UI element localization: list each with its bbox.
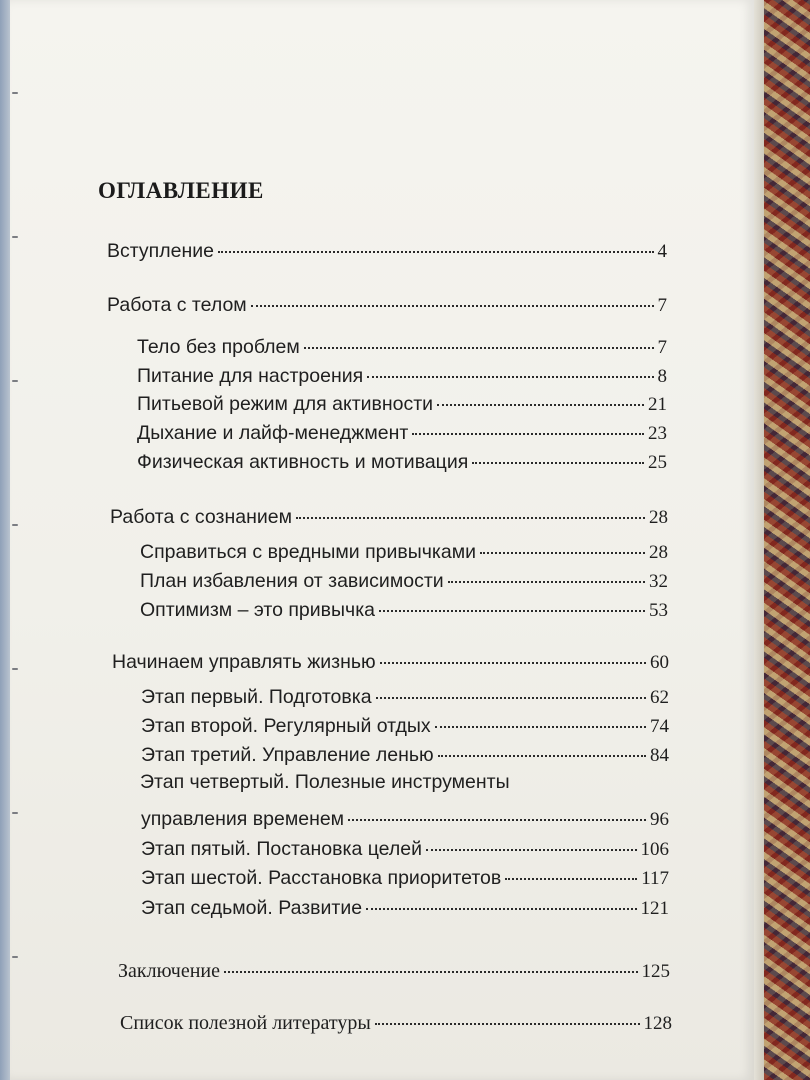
toc-title: ОГЛАВЛЕНИЕ [98, 178, 264, 203]
entry-label: Список полезной литературы [120, 1012, 371, 1034]
page-number: 25 [648, 452, 667, 473]
toc-entry-section-mind[interactable] [110, 506, 668, 529]
entry-label: Этап пятый. Постановка целей [141, 838, 422, 860]
entry-label: Питьевой режим для активности [137, 393, 434, 415]
entry-label: Питание для настроения [137, 365, 364, 387]
toc-entry[interactable] [141, 838, 669, 861]
page-number: 23 [648, 423, 667, 444]
toc-entry[interactable] [137, 393, 667, 416]
dot-leader [438, 755, 646, 757]
page-number: 125 [641, 961, 670, 982]
toc-entry-line1: Этап четвертый. Полезные инструменты [140, 771, 510, 793]
toc-entry[interactable] [140, 541, 668, 564]
toc-entry[interactable] [141, 686, 669, 709]
dot-leader [367, 376, 653, 378]
dot-leader [379, 610, 645, 612]
dot-leader [375, 1023, 640, 1025]
page-number: 32 [649, 571, 668, 592]
toc-entry-references[interactable] [120, 1012, 672, 1035]
page-number: 84 [650, 745, 669, 766]
page-number: 28 [649, 542, 668, 563]
entry-label: Тело без проблем [137, 336, 300, 358]
dot-leader [480, 552, 645, 554]
toc-entry[interactable] [140, 570, 668, 593]
page-number: 53 [649, 600, 668, 621]
toc-entry[interactable] [137, 336, 667, 359]
toc-entry[interactable] [140, 599, 668, 622]
toc-entry[interactable] [141, 867, 669, 890]
dot-leader [224, 971, 638, 973]
entry-label: Физическая активность и мотивация [137, 451, 469, 473]
entry-label: Оптимизм – это привычка [140, 599, 376, 621]
entry-label: План избавления от зависимости [140, 570, 444, 592]
entry-label: управления временем [141, 808, 345, 830]
toc-entry[interactable] [137, 422, 667, 445]
entry-label: Этап третий. Управление ленью [141, 744, 434, 766]
toc-entry-intro[interactable] [107, 240, 667, 263]
page-number: 62 [650, 687, 669, 708]
dot-leader [472, 462, 644, 464]
page-number: 60 [650, 652, 669, 673]
page-number: 117 [641, 868, 669, 889]
page-number: 128 [643, 1013, 672, 1034]
dot-leader [251, 305, 654, 307]
page-number: 8 [657, 366, 667, 387]
dot-leader [348, 819, 646, 821]
page-number: 121 [640, 898, 669, 919]
page-number: 96 [650, 809, 669, 830]
page-number: 106 [640, 839, 669, 860]
toc-entry[interactable] [141, 808, 669, 831]
entry-label: Работа с телом [107, 294, 247, 316]
entry-label: Этап шестой. Расстановка приоритетов [141, 867, 502, 889]
dot-leader [448, 581, 645, 583]
entry-label: Этап второй. Регулярный отдых [141, 715, 431, 737]
toc-entry-section-body[interactable] [107, 294, 667, 317]
toc-entry[interactable] [141, 897, 669, 920]
page-number: 7 [657, 295, 667, 316]
entry-label: Дыхание и лайф-менеджмент [137, 422, 409, 444]
toc-entry[interactable] [137, 365, 667, 388]
entry-label: Этап первый. Подготовка [141, 686, 372, 708]
dot-leader [435, 726, 646, 728]
dot-leader [437, 404, 644, 406]
dot-leader [426, 849, 637, 851]
dot-leader [505, 878, 637, 880]
dot-leader [218, 251, 654, 253]
entry-label: Этап седьмой. Развитие [141, 897, 363, 919]
toc-entry[interactable] [137, 451, 667, 474]
dot-leader [376, 697, 646, 699]
dot-leader [296, 517, 645, 519]
page-number: 4 [657, 241, 667, 262]
entry-label: Заключение [118, 960, 220, 982]
dot-leader [304, 347, 654, 349]
page-number: 7 [657, 337, 667, 358]
dot-leader [412, 433, 644, 435]
entry-label: Работа с сознанием [110, 506, 292, 528]
dot-leader [366, 908, 636, 910]
page-number: 21 [648, 394, 667, 415]
toc-entry-section-life[interactable] [112, 651, 669, 674]
page-number: 74 [650, 716, 669, 737]
page-number: 28 [649, 507, 668, 528]
toc-entry[interactable] [141, 744, 669, 767]
toc-entry[interactable] [141, 715, 669, 738]
entry-label: Справиться с вредными привычками [140, 541, 477, 563]
entry-label: Начинаем управлять жизнью [112, 651, 376, 673]
toc-entry-conclusion[interactable] [118, 960, 670, 983]
entry-label: Вступление [107, 240, 214, 262]
dot-leader [380, 662, 646, 664]
